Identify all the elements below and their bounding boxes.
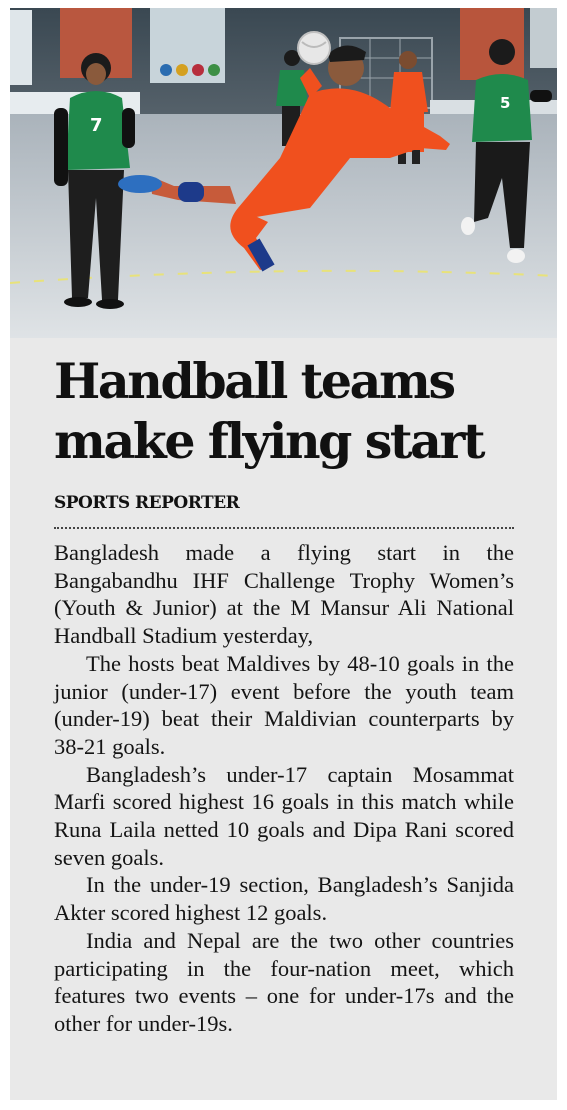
banner (10, 10, 32, 85)
news-clipping (10, 8, 557, 1100)
paragraph: Bangladesh’s under-17 captain Mosammat Marfi scored highest 16 goals in this match while Runa Laila netted 10 goals and Dipa Rani scored seven goals. (54, 761, 514, 870)
article-photo (10, 8, 557, 338)
paragraph: The hosts beat Maldives by 48-10 goals in the junior (under-17) event before the youth team (under-19) beat their Maldivian counterparts by 38-21 goals. (54, 650, 514, 759)
jersey-number: 7 (90, 115, 103, 136)
jersey-number: 5 (500, 94, 511, 112)
headline: Handball teams make flying start (54, 352, 484, 470)
byline: SPORTS REPORTER (54, 493, 240, 513)
dotted-divider (54, 527, 514, 529)
article-body (54, 539, 514, 1038)
paragraph: In the under-19 section, Bangladesh’s Sanjida Akter scored highest 12 goals. (54, 872, 514, 926)
paragraph: India and Nepal are the two other countries participating in the four-nation meet, which features two events – one for under-17s and the other for under-19s. (54, 927, 514, 1036)
banner (530, 8, 557, 68)
paragraph: Bangladesh made a flying start in the Bangabandhu IHF Challenge Trophy Women’s (Youth & Junior) at the M Mansur Ali National Handball Stadium yesterday, (54, 540, 514, 649)
